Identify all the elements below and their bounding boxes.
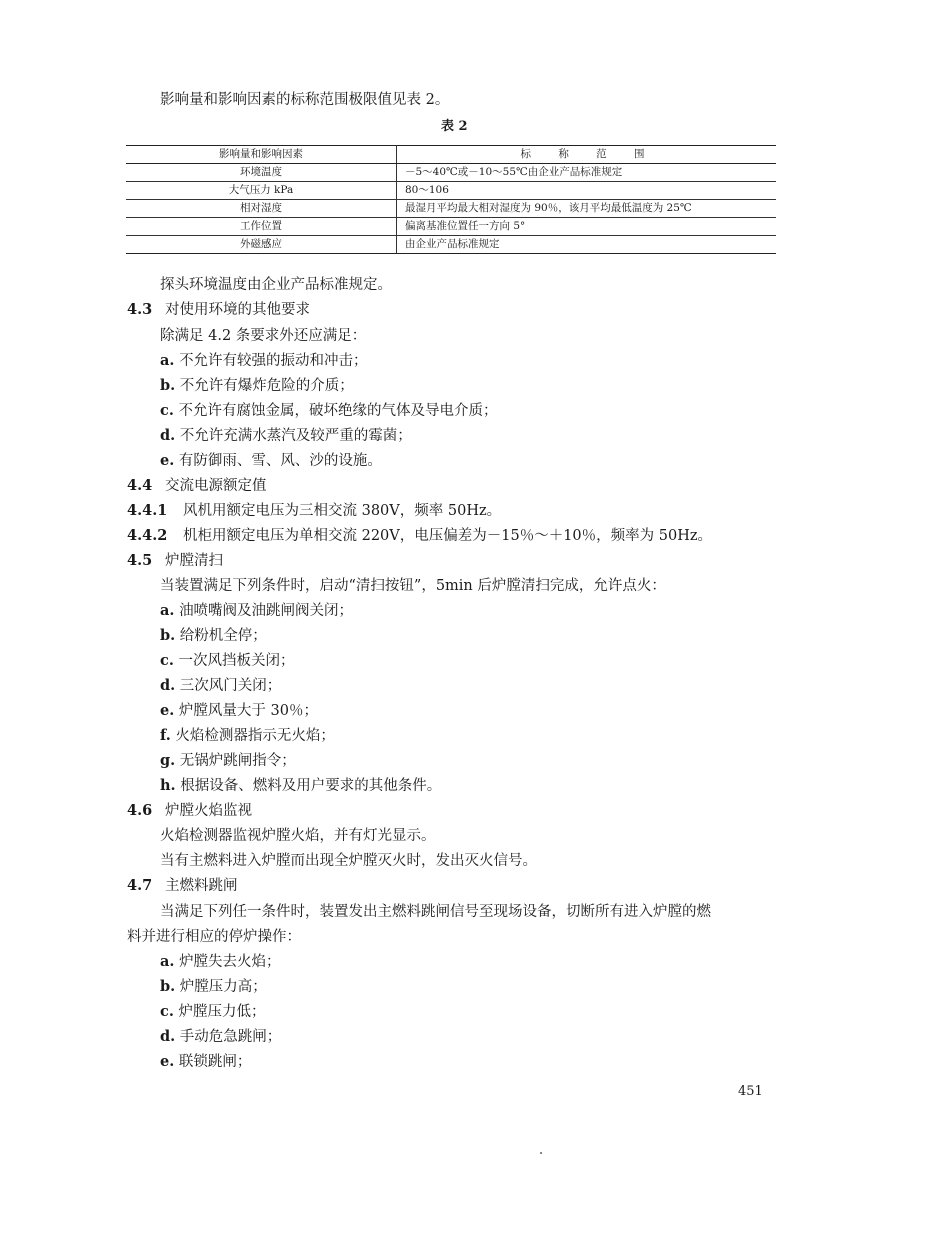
table-cell-factor: 大气压力 kPa [126, 182, 397, 200]
item-text: 给粉机全停； [179, 628, 267, 644]
item-letter: e. [160, 1053, 175, 1070]
item-text: 不允许有较强的振动和冲击； [179, 353, 368, 369]
section-4-4-1 [127, 502, 501, 520]
list-item [160, 1003, 266, 1021]
section-number: 4.4 [127, 477, 153, 494]
item-text: 不允许充满水蒸汽及较严重的霉菌； [179, 428, 412, 444]
item-letter: b. [160, 978, 176, 995]
section-number: 4.3 [127, 301, 153, 318]
table-cell-range: 由企业产品标准规定 [397, 236, 777, 254]
item-text: 油喷嘴阀及油跳闸阀关闭； [179, 603, 354, 619]
item-letter: c. [160, 402, 174, 419]
section-4-4-2 [127, 527, 712, 545]
item-text: 一次风挡板关闭； [178, 653, 295, 669]
section-text: 风机用额定电压为三相交流 380V，频率 50Hz。 [183, 503, 502, 519]
list-item [160, 602, 353, 620]
section-4-6-line: 火焰检测器监视炉膛火焰，并有灯光显示。 [160, 828, 436, 844]
item-letter: d. [160, 1028, 176, 1045]
item-text: 三次风门关闭； [179, 678, 282, 694]
section-4-6-heading [127, 802, 252, 820]
item-letter: a. [160, 953, 175, 970]
item-text: 根据设备、燃料及用户要求的其他条件。 [180, 778, 442, 794]
list-item [160, 427, 412, 445]
section-title: 炉膛清扫 [165, 553, 223, 569]
section-4-5-intro: 当装置满足下列条件时，启动“清扫按钮”，5min 后炉膛清扫完成，允许点火： [160, 578, 666, 594]
item-letter: a. [160, 352, 175, 369]
list-item [160, 352, 368, 370]
section-number: 4.5 [127, 552, 153, 569]
page-number: 451 [738, 1084, 763, 1099]
header-range: 标 称 范 围 [397, 146, 777, 164]
section-title: 主燃料跳闸 [165, 878, 238, 894]
list-item [160, 702, 318, 720]
list-item [160, 752, 296, 770]
item-letter: d. [160, 427, 176, 444]
table-cell-factor: 外磁感应 [126, 236, 397, 254]
section-4-6-line: 当有主燃料进入炉膛而出现全炉膛灭火时，发出灭火信号。 [160, 853, 537, 869]
item-letter: c. [160, 1003, 174, 1020]
item-text: 火焰检测器指示无火焰； [175, 728, 335, 744]
list-item [160, 777, 441, 795]
table-cell-factor: 工作位置 [126, 218, 397, 236]
item-letter: g. [160, 752, 176, 769]
header-factor: 影响量和影响因素 [126, 146, 397, 164]
list-item [160, 1028, 281, 1046]
table-row [126, 236, 776, 254]
section-4-4-heading [127, 477, 267, 495]
item-text: 炉膛失去火焰； [179, 954, 281, 970]
list-item [160, 452, 382, 470]
table-cell-range: －5～40℃或－10～55℃由企业产品标准规定 [397, 164, 777, 182]
item-text: 手动危急跳闸； [179, 1029, 282, 1045]
list-item [160, 953, 281, 971]
section-number: 4.4.2 [127, 527, 168, 544]
section-number: 4.6 [127, 802, 153, 819]
section-title: 炉膛火焰监视 [165, 803, 252, 819]
intro-text: 影响量和影响因素的标称范围极限值见表 2。 [160, 92, 450, 108]
list-item [160, 627, 267, 645]
section-4-3-intro: 除满足 4.2 条要求外还应满足： [160, 328, 367, 344]
item-letter: b. [160, 627, 176, 644]
section-4-5-heading [127, 552, 223, 570]
table-cell-range: 偏离基准位置任一方向 5° [397, 218, 777, 236]
item-text: 有防御雨、雪、风、沙的设施。 [178, 453, 382, 469]
section-4-7-intro: 当满足下列任一条件时，装置发出主燃料跳闸信号至现场设备，切断所有进入炉膛的燃 [160, 904, 711, 920]
section-4-7-heading [127, 877, 238, 895]
section-title: 对使用环境的其他要求 [165, 302, 310, 318]
section-text: 机柜用额定电压为单相交流 220V，电压偏差为－15％～＋10％，频率为 50Hz。 [183, 528, 712, 544]
section-title: 交流电源额定值 [165, 478, 267, 494]
list-item [160, 978, 267, 996]
item-text: 炉膛风量大于 30％； [178, 703, 318, 719]
section-number: 4.7 [127, 877, 153, 894]
item-text: 无锅炉跳闸指令； [179, 753, 296, 769]
table-header-row [126, 146, 776, 164]
item-text: 炉膛压力高； [179, 979, 267, 995]
list-item [160, 727, 335, 745]
table-cell-factor: 环境温度 [126, 164, 397, 182]
list-item [160, 652, 295, 670]
table-caption: 表 2 [441, 119, 468, 134]
item-text: 炉膛压力低； [178, 1004, 266, 1020]
item-text: 不允许有腐蚀金属，破坏绝缘的气体及导电介质； [178, 403, 498, 419]
table-row [126, 164, 776, 182]
list-item [160, 677, 281, 695]
list-item [160, 377, 354, 395]
table-row [126, 200, 776, 218]
item-letter: a. [160, 602, 175, 619]
table-row [126, 182, 776, 200]
item-letter: f. [160, 727, 171, 744]
item-letter: d. [160, 677, 176, 694]
table-cell-range: 80～106 [397, 182, 777, 200]
table-row [126, 218, 776, 236]
section-4-3-heading [127, 301, 310, 319]
item-text: 不允许有爆炸危险的介质； [179, 378, 354, 394]
item-letter: e. [160, 702, 175, 719]
item-text: 联锁跳闸； [178, 1054, 252, 1070]
section-4-7-intro-cont: 料并进行相应的停炉操作： [127, 929, 301, 945]
list-item [160, 402, 498, 420]
section-number: 4.4.1 [127, 502, 168, 519]
table-cell-range: 最湿月平均最大相对湿度为 90％，该月平均最低温度为 25℃ [397, 200, 777, 218]
item-letter: c. [160, 652, 174, 669]
item-letter: b. [160, 377, 176, 394]
item-letter: h. [160, 777, 176, 794]
list-item [160, 1053, 251, 1071]
table-note: 探头环境温度由企业产品标准规定。 [160, 277, 392, 293]
table-cell-factor: 相对湿度 [126, 200, 397, 218]
spec-table [126, 145, 776, 254]
item-letter: e. [160, 452, 175, 469]
scan-speck [540, 1152, 542, 1154]
